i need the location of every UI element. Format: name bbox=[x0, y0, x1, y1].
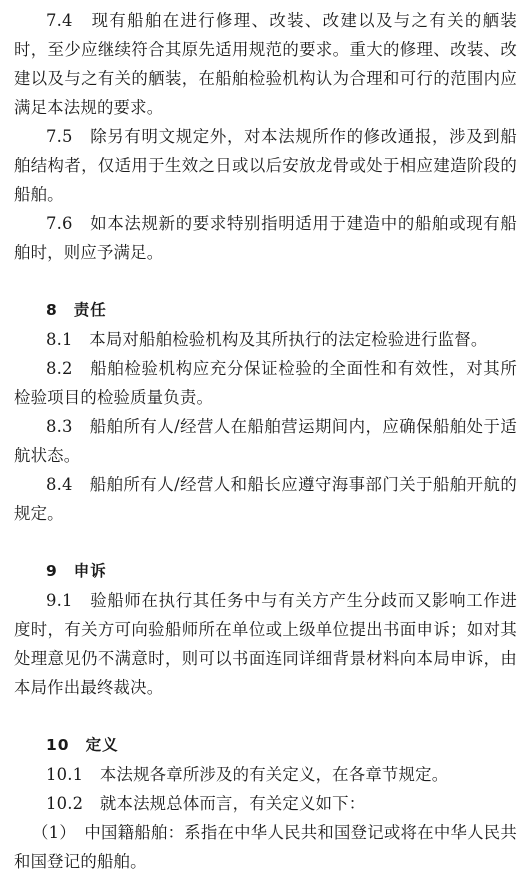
paragraph-10-2: 10.2 就本法规总体而言，有关定义如下： bbox=[46, 794, 366, 813]
paragraph-8-3: 8.3 船舶所有人/经营人在船舶营运期间内，应确保船舶处于适航状态。 bbox=[14, 417, 517, 465]
paragraph-8-1: 8.1 本局对船舶检验机构及其所执行的法定检验进行监督。 bbox=[46, 330, 488, 349]
section-heading-9 bbox=[14, 557, 517, 586]
paragraph-7-6: 7.6 如本法规新的要求特别指明适用于建造中的船舶或现有船舶时，则应予满足。 bbox=[14, 214, 517, 262]
section-spacer bbox=[14, 528, 517, 557]
paragraph-8-2: 8.2 船舶检验机构应充分保证检验的全面性和有效性，对其所检验项目的检验质量负责。 bbox=[14, 359, 517, 407]
paragraph-10-2-item-1: （1） 中国籍船舶：系指在中华人民共和国登记或将在中华人民共和国登记的船舶。 bbox=[14, 823, 517, 871]
paragraph-8-4: 8.4 船舶所有人/经营人和船长应遵守海事部门关于船舶开航的规定。 bbox=[14, 475, 517, 523]
paragraph-7-5: 7.5 除另有明文规定外，对本法规所作的修改通报，涉及到船舶结构者，仅适用于生效之日或以后安放龙骨或处于相应建造阶段的船舶。 bbox=[14, 127, 517, 204]
document-page bbox=[14, 6, 517, 876]
section-title: 责任 bbox=[73, 301, 107, 319]
section-number: 9 bbox=[46, 562, 58, 580]
paragraph-9-1: 9.1 验船师在执行其任务中与有关方产生分歧而又影响工作进度时，有关方可向验船师所在单位或上级单位提出书面申诉；如对其处理意见仍不满意时，则可以书面连同详细背景材料向本局申诉，由本局作出最终裁决。 bbox=[14, 591, 517, 697]
section-number: 10 bbox=[46, 736, 70, 754]
section-title: 申诉 bbox=[73, 562, 107, 580]
section-spacer bbox=[14, 702, 517, 731]
paragraph-10-1: 10.1 本法规各章所涉及的有关定义，在各章节规定。 bbox=[46, 765, 449, 784]
section-heading-8 bbox=[14, 296, 517, 325]
section-number: 8 bbox=[46, 301, 58, 319]
section-spacer bbox=[14, 267, 517, 296]
paragraph-7-4: 7.4 现有船舶在进行修理、改装、改建以及与之有关的舾装时，至少应继续符合其原先适用规范的要求。重大的修理、改装、改建以及与之有关的舾装，在船舶检验机构认为合理和可行的范围内应满足本法规的要求。 bbox=[14, 11, 517, 117]
section-heading-10 bbox=[14, 731, 517, 760]
section-title: 定义 bbox=[85, 736, 119, 754]
